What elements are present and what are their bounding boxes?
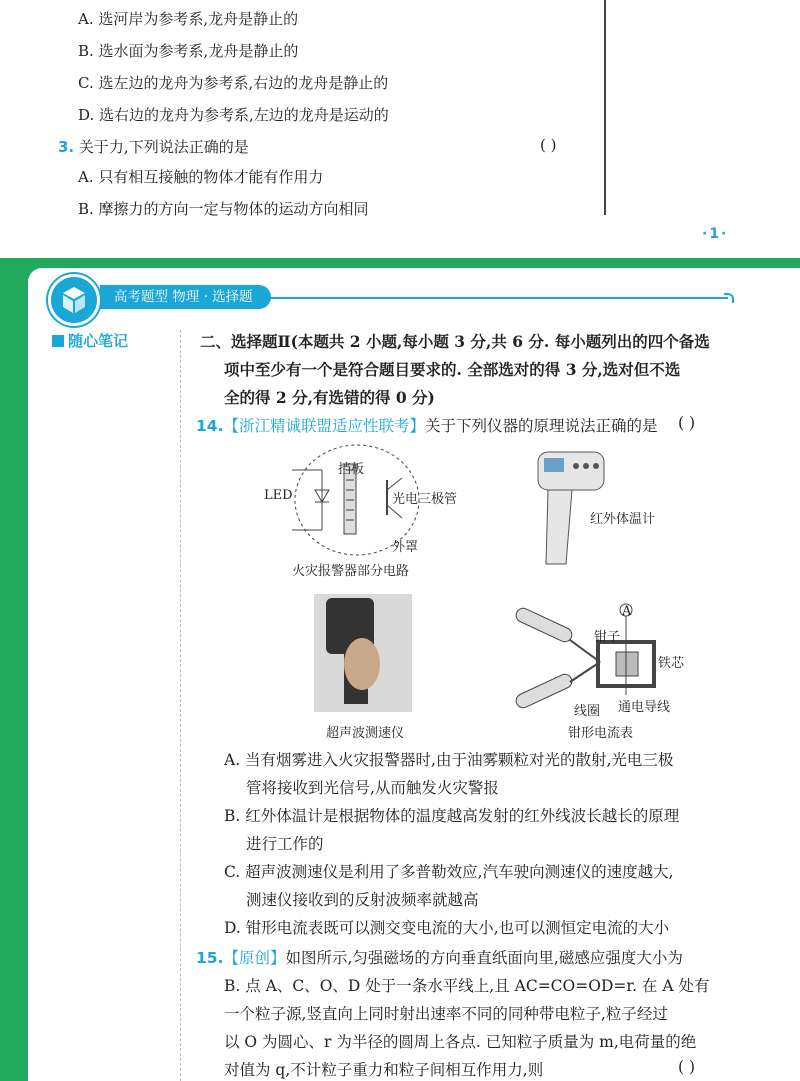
transistor-label: 光电三极管 [392,492,458,507]
core-label: 铁芯 [658,656,685,671]
baffle-label: 挡板 [338,462,365,477]
option-b: B. 选水面为参考系,龙舟是静止的 [78,42,299,60]
margin-line [604,0,606,215]
question-number: 15. [196,949,224,967]
ammeter-label: A [622,604,632,619]
q14-option-a-2: 管将接收到光信号,从而触发火灾警报 [246,779,499,797]
q14-option-b-1: B. 红外体温计是根据物体的温度越高发射的红外线波长越长的原理 [224,807,680,825]
cube-logo-icon [48,274,100,326]
page-number: ·1· [702,226,729,242]
question-line-5: 对值为 q,不计粒子重力和粒子间相互作用力,则 [224,1061,544,1079]
wire-label: 通电导线 [618,700,671,715]
section-tab: 高考题型 物理 · 选择题 [100,285,271,309]
jaw-label: 钳子 [594,630,621,645]
question-line-3: 一个粒子源,竖直向上同时射出速率不同的同种带电粒子,粒子经过 [224,1005,668,1023]
q3-option-a: A. 只有相互接触的物体才能有作用力 [78,168,324,186]
question-stem: 关于力,下列说法正确的是 [78,138,249,156]
cover-label: 外罩 [392,540,419,555]
question-3 [58,136,249,157]
speed-gun-caption: 超声波测速仪 [326,726,405,741]
question-line-2: B. 点 A、C、O、D 处于一条水平线上,且 AC=CO=OD=r. 在 A 处有 [224,977,710,995]
question-number: 3. [58,138,75,156]
notes-divider [180,330,181,1081]
q14-option-d: D. 钳形电流表既可以测交变电流的大小,也可以测恒定电流的大小 [224,919,670,937]
answer-paren: ( ) [678,1058,696,1076]
answer-paren: ( ) [678,414,696,432]
q14-option-c-2: 测速仪接收到的反射波频率就越高 [246,891,479,909]
fire-caption: 火灾报警器部分电路 [292,564,410,579]
question-source: 【原创】 [223,949,286,967]
thermometer-caption: 红外体温计 [590,512,656,527]
question-14 [196,414,658,436]
question-number: 14. [196,417,224,435]
previous-page [0,0,800,258]
option-d: D. 选右边的龙舟为参考系,左边的龙舟是运动的 [78,106,389,124]
option-c: C. 选左边的龙舟为参考系,右边的龙舟是静止的 [78,74,389,92]
speed-gun-photo [314,594,412,712]
section-heading-2: 项中至少有一个是符合题目要求的. 全部选对的得 3 分,选对但不选 [224,360,681,379]
option-a: A. 选河岸为参考系,龙舟是静止的 [78,10,299,28]
q3-option-b: B. 摩擦力的方向一定与物体的运动方向相同 [78,200,369,218]
q14-option-c-1: C. 超声波测速仪是利用了多普勒效应,汽车驶向测速仪的速度越大, [224,863,674,881]
q14-option-b-2: 进行工作的 [246,835,324,853]
question-line-4: 以 O 为圆心、r 为半径的圆周上各点. 已知粒子质量为 m,电荷量的绝 [224,1033,697,1051]
clamp-caption: 钳形电流表 [568,726,634,741]
q14-option-a-1: A. 当有烟雾进入火灾报警器时,由于油雾颗粒对光的散射,光电三极 [224,751,674,769]
question-stem: 关于下列仪器的原理说法正确的是 [424,417,658,435]
question-15 [196,946,683,968]
question-source: 【浙江精诚联盟适应性联考】 [223,417,425,435]
question-line-1: 如图所示,匀强磁场的方向垂直纸面向里,磁感应强度大小为 [285,949,683,967]
coil-label: 线圈 [574,704,601,719]
notes-label: 随心笔记 [52,330,128,351]
answer-paren: ( ) [540,136,557,154]
notes-icon [52,335,64,347]
section-heading-3: 全的得 2 分,有选错的得 0 分) [224,388,435,407]
section-heading-1: 二、选择题Ⅱ(本题共 2 小题,每小题 3 分,共 6 分. 每小题列出的四个备选 [200,332,710,351]
led-label: LED [264,488,293,503]
